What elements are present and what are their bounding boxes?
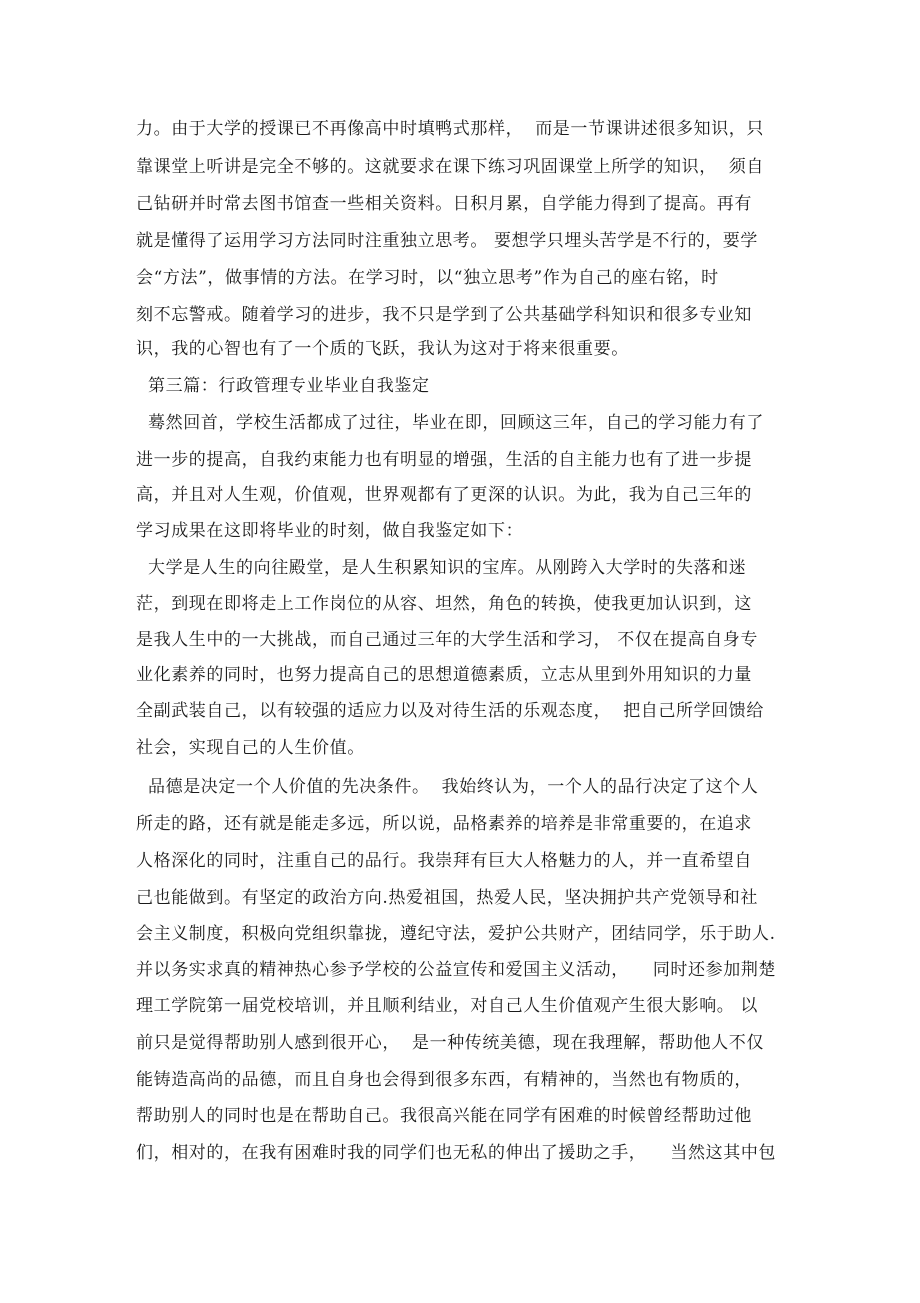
text-line: 大学是人生的向往殿堂，是人生积累知识的宝库。从刚跨入大学时的失落和迷 [136, 558, 747, 578]
text-line: 力。由于大学的授课已不再像高中时填鸭式那样， 而是一节课讲述很多知识，只 [136, 119, 765, 139]
text-line: 会主义制度，积极向党组织靠拢，遵纪守法，爱护公共财产，团结同学，乐于助人. [136, 924, 776, 944]
text-line: 业化素养的同时，也努力提高自己的思想道德素质，立志从里到外用知识的力量 [136, 665, 752, 685]
text-line: 是我人生中的一大挑战，而自己通过三年的大学生活和学习， 不仅在提高自身专 [136, 630, 759, 650]
text-line: 己也能做到。有坚定的政治方向.热爱祖国，热爱人民，坚决拥护共产党领导和社 [136, 888, 759, 908]
text-line: 所走的路，还有就是能走多远，所以说，品格素养的培养是非常重要的，在追求 [136, 814, 752, 834]
text-line: 蓦然回首，学校生活都成了过往，毕业在即，回顾这三年，自己的学习能力有了 [136, 413, 765, 433]
text-line: 就是懂得了运用学习方法同时注重独立思考。 要想学只埋头苦学是不行的，要学 [136, 231, 759, 251]
text-line: 全副武装自己，以有较强的适应力以及对待生活的乐观态度， 把自己所学回馈给 [136, 701, 765, 721]
text-line: 己钻研并时常去图书馆查一些相关资料。日积月累，自学能力得到了提高。再有 [136, 194, 752, 214]
text-line: 能铸造高尚的品德，而且自身也会得到很多东西，有精神的，当然也有物质的， [136, 1070, 752, 1090]
section-heading: 第三篇：行政管理专业毕业自我鉴定 [136, 376, 430, 396]
text-line: 社会，实现自己的人生价值。 [136, 738, 365, 758]
text-line: 靠课堂上听讲是完全不够的。这就要求在课下练习巩固课堂上所学的知识， 须自 [136, 157, 765, 177]
text-line: 并以务实求真的精神热心参予学校的公益宣传和爱国主义活动， 同时还参加荆楚 [136, 960, 777, 980]
text-line: 识，我的心智也有了一个质的飞跃，我认为这对于将来很重要。 [136, 339, 629, 359]
text-line: 帮助别人的同时也是在帮助自己。我很高兴能在同学有困难的时候曾经帮助过他 [136, 1106, 752, 1126]
text-line: 刻不忘警戒。随着学习的进步，我不只是学到了公共基础学科知识和很多专业知 [136, 305, 752, 325]
text-line: 高，并且对人生观，价值观，世界观都有了更深的认识。为此，我为自己三年的 [136, 485, 752, 505]
text-line: 前只是觉得帮助别人感到很开心， 是一种传统美德，现在我理解，帮助他人不仅 [136, 1033, 765, 1053]
text-line: 会“方法”，做事情的方法。在学习时，以“独立思考”作为自己的座右铭，时 [136, 268, 719, 288]
text-line: 理工学院第一届党校培训，并且顺利结业，对自己人生价值观产生很大影响。 以 [136, 996, 759, 1016]
text-line: 人格深化的同时，注重自己的品行。我崇拜有巨大人格魅力的人，并一直希望自 [136, 851, 752, 871]
text-line: 们，相对的，在我有困难时我的同学们也无私的伸出了援助之手， 当然这其中包 [136, 1143, 777, 1163]
text-line: 进一步的提高，自我约束能力也有明显的增强，生活的自主能力也有了进一步提 [136, 450, 752, 470]
text-line: 品德是决定一个人价值的先决条件。 我始终认为，一个人的品行决定了这个人 [136, 777, 759, 797]
text-line: 学习成果在这即将毕业的时刻，做自我鉴定如下： [136, 521, 524, 541]
text-line: 茫，到现在即将走上工作岗位的从容、坦然，角色的转换，使我更加认识到，这 [136, 594, 752, 614]
